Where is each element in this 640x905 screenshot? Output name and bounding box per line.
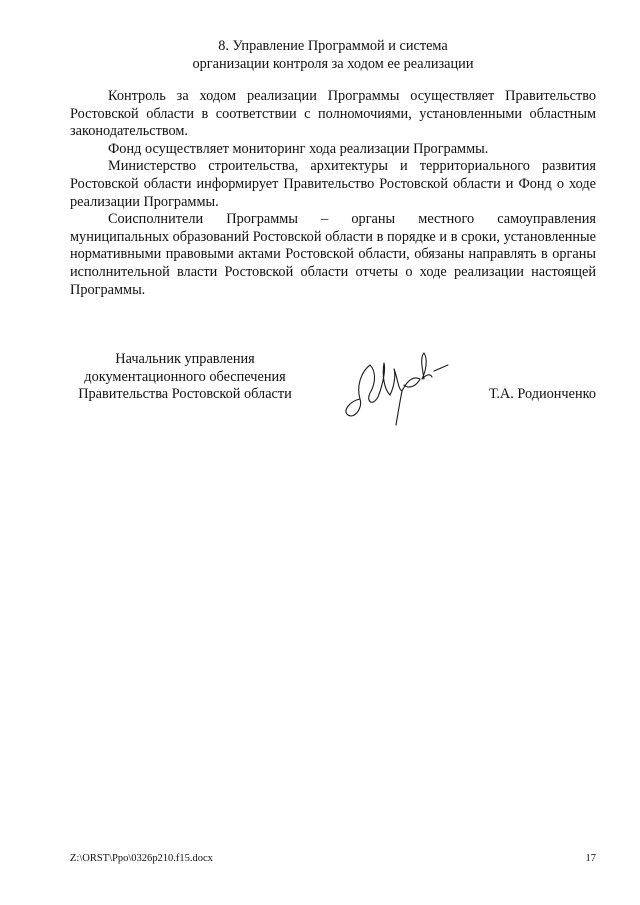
section-title-line-2: организации контроля за ходом ее реализации xyxy=(192,55,474,72)
section-heading xyxy=(70,38,596,73)
signature-block xyxy=(70,351,596,431)
section-title-line-1: 8. Управление Программой и система xyxy=(218,38,448,54)
signer-position xyxy=(70,351,300,404)
document-body xyxy=(70,88,596,299)
page-number: 17 xyxy=(585,853,596,864)
handwritten-signature xyxy=(340,349,460,427)
paragraph-monitoring: Фонд осуществляет мониторинг хода реализации Программы. xyxy=(108,140,489,157)
paragraph-co-executors: Соисполнители Программы – органы местного самоуправления муниципальных образований Ростовской области в порядке и в сроки, установленные нормативными правовыми актами Ростовской области, обязаны направлять в органы исполнительной власти Ростовской области отчеты о ходе реализации настоящей Программы. xyxy=(70,211,596,298)
signer-position-line-1: Начальник управления xyxy=(115,351,255,367)
paragraph-control: Контроль за ходом реализации Программы осуществляет Правительство Ростовской области в соответствии с полномочиями, установленными областным законодательством. xyxy=(70,88,596,140)
footer-file-path: Z:\ORST\Ppo\0326p210.f15.docx xyxy=(70,853,213,864)
signer-position-line-3: Правительства Ростовской области xyxy=(78,386,292,403)
paragraph-ministry: Министерство строительства, архитектуры и территориального развития Ростовской области информирует Правительство Ростовской области и Фонд о ходе реализации Программы. xyxy=(70,158,596,210)
signer-name: Т.А. Родионченко xyxy=(489,386,596,402)
signer-position-line-2: документационного обеспечения xyxy=(84,368,286,385)
